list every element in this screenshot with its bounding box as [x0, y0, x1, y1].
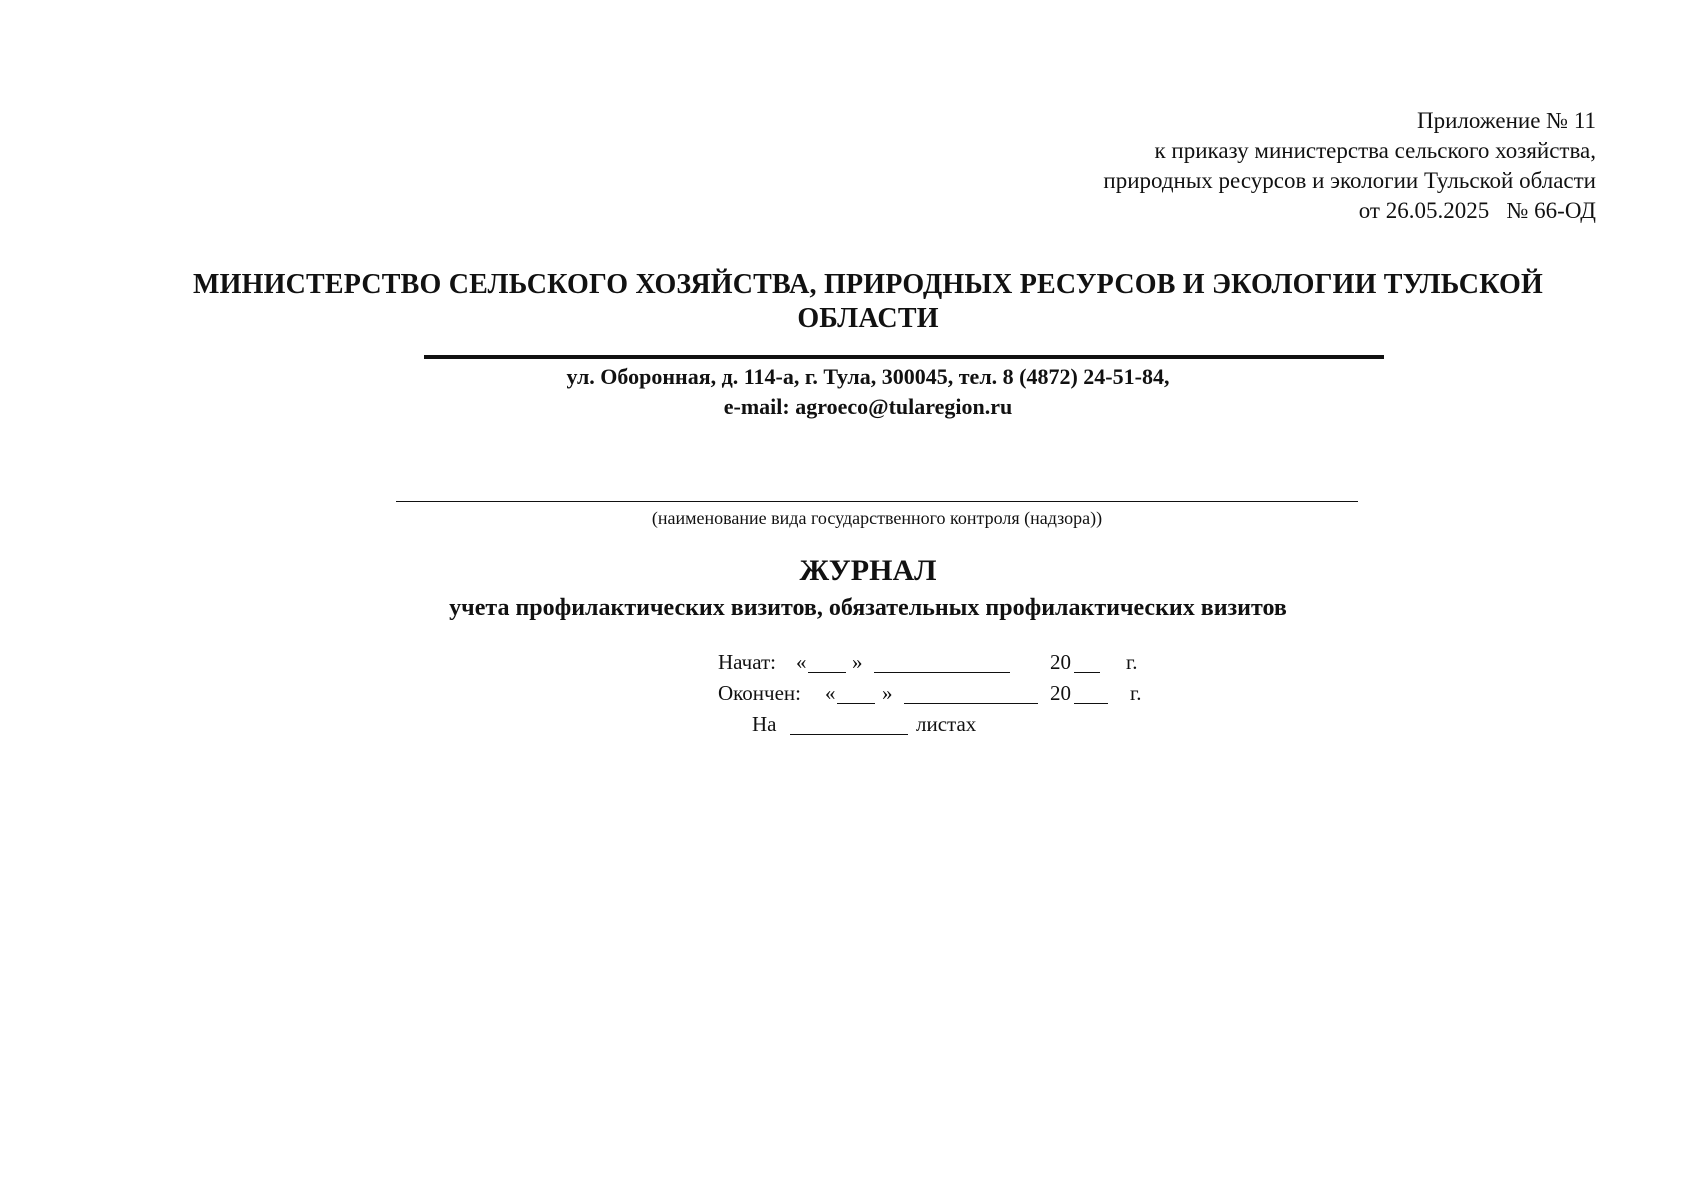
control-type-caption: (наименование вида государственного контроля (надзора)): [651, 508, 1103, 528]
pages-count-blank: [790, 734, 908, 735]
appendix-number: Приложение № 11: [1416, 108, 1596, 133]
pages-suffix: листах: [916, 712, 977, 736]
appendix-block: [1103, 106, 1596, 226]
quote-close: »: [852, 650, 863, 674]
ended-label: Окончен:: [718, 681, 801, 705]
ended-month-blank: [904, 703, 1038, 704]
year-suffix: г.: [1130, 681, 1142, 705]
year-suffix: г.: [1126, 650, 1138, 674]
quote-open: «: [825, 681, 836, 705]
appendix-date-number: от 26.05.2025 № 66-ОД: [1358, 198, 1596, 223]
email-line: e-mail: agroeco@tularegion.ru: [723, 394, 1013, 419]
started-year-blank: [1074, 672, 1100, 673]
address-block: [180, 362, 1556, 422]
started-label: Начат:: [718, 650, 776, 674]
appendix-ministry: природных ресурсов и экологии Тульской области: [1103, 168, 1596, 193]
ended-year-blank: [1074, 703, 1108, 704]
pages-label: На: [752, 712, 777, 736]
ministry-title: [180, 268, 1556, 336]
journal-subtitle: учета профилактических визитов, обязательных профилактических визитов: [449, 595, 1287, 621]
year-prefix: 20: [1050, 681, 1071, 705]
quote-close: »: [882, 681, 893, 705]
started-day-blank: [808, 672, 846, 673]
appendix-order-ref: к приказу министерства сельского хозяйства,: [1154, 138, 1596, 163]
journal-title: ЖУРНАЛ: [799, 554, 937, 587]
ministry-title-line2: ОБЛАСТИ: [797, 303, 939, 334]
address-line: ул. Оборонная, д. 114-а, г. Тула, 300045, тел. 8 (4872) 24-51-84,: [566, 364, 1170, 389]
ended-day-blank: [837, 703, 875, 704]
quote-open: «: [796, 650, 807, 674]
year-prefix: 20: [1050, 650, 1071, 674]
header-divider: [424, 355, 1384, 359]
control-type-blank-line: [396, 501, 1358, 502]
ministry-title-line1: МИНИСТЕРСТВО СЕЛЬСКОГО ХОЗЯЙСТВА, ПРИРОДНЫХ РЕСУРСОВ И ЭКОЛОГИИ ТУЛЬСКОЙ: [193, 269, 1543, 300]
started-month-blank: [874, 672, 1010, 673]
